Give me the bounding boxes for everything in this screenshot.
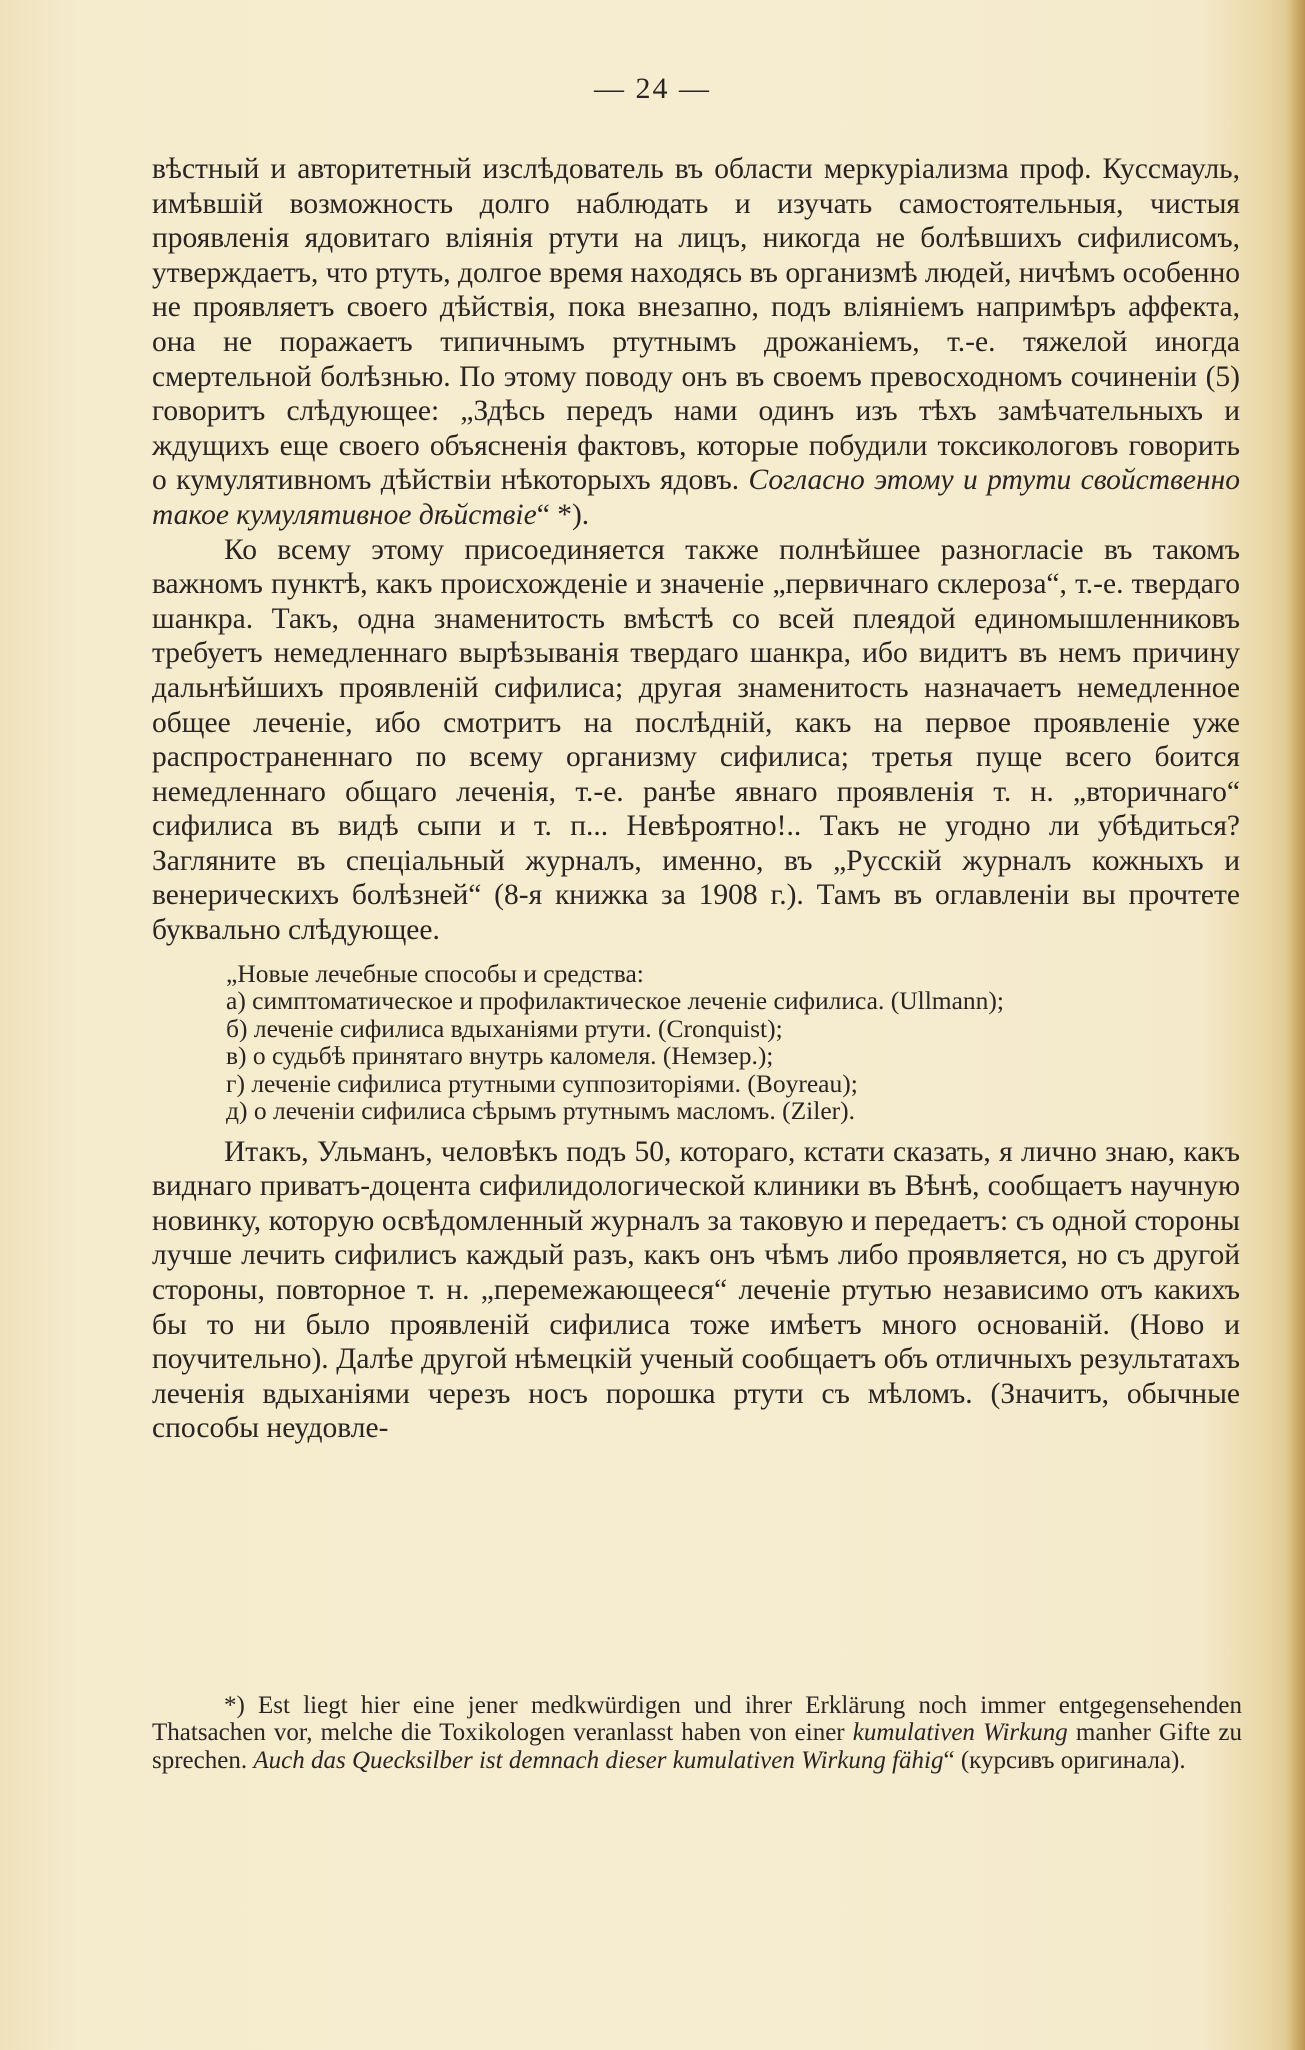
paragraph-3: Итакъ, Ульманъ, человѣкъ подъ 50, котораго, кстати сказать, я лично знаю, какъ виднаго приватъ-доцента сифилидологической клиники въ Вѣнѣ, сообщаетъ научную новинку, которую освѣдомленный журналъ за таковую и передаетъ: съ одной стороны лучше лечить сифилисъ каждый разъ, какъ онъ чѣмъ либо проявляется, но съ другой стороны, повторное т. н. „перемежающееся“ леченіе ртутью независимо отъ какихъ бы то ни было проявленій сифилиса тоже имѣетъ много основаній. (Ново и поучительно). Далѣе другой нѣмецкій ученый сообщаетъ объ отличныхъ результатахъ леченія вдыханіями черезъ носъ порошка ртути съ мѣломъ. (Значитъ, обычные способы неудовле- bbox=[152, 1135, 1240, 1445]
list-item: б) леченіе сифилиса вдыханіями ртути. (Cronquist); bbox=[226, 1013, 783, 1043]
footnote-italic-a: kumulativen Wirkung bbox=[852, 1719, 1068, 1747]
paragraph-1 bbox=[152, 152, 1240, 533]
page-number: — 24 — bbox=[594, 72, 711, 105]
list-item: а) симптоматическое и профилактическое леченіе сифилиса. (Ullmann); bbox=[226, 986, 1005, 1016]
list-item: д) о леченіи сифилиса сѣрымъ ртутнымъ масломъ. (Ziler). bbox=[226, 1096, 856, 1126]
journal-contents-list bbox=[226, 960, 1240, 1125]
page-edge bbox=[1287, 0, 1305, 2050]
list-item: в) о судьбѣ принятаго внутрь каломеля. (Немзер.); bbox=[226, 1041, 774, 1071]
footnote-text-a: *) Est liegt hier eine jener medkwürdigen und ihrer Erklärung noch immer entgegensehenden Thatsachen vor, melche die Toxikologen veranlasst haben von einer bbox=[152, 1692, 1242, 1747]
list-item: г) леченіе сифилиса ртутными суппозиторіями. (Boyreau); bbox=[226, 1068, 858, 1098]
paragraph-1-italic-quote: Согласно этому и ртути свойственно такое кумулятивное дѣйствіе bbox=[152, 464, 1240, 531]
list-heading: „Новые лечебные способы и средства: bbox=[226, 958, 644, 988]
footnote-text-b: manher Gifte zu sprechen. bbox=[152, 1719, 1243, 1774]
footnote-text-c: “ (курсивъ оригинала). bbox=[943, 1746, 1186, 1774]
footnote bbox=[152, 1692, 1242, 1774]
footnote-text bbox=[152, 1692, 1242, 1774]
main-text bbox=[152, 152, 1240, 1446]
paragraph-1-end: “ *). bbox=[536, 498, 590, 531]
paragraph-1-text: вѣстный и авторитетный изслѣдователь въ области меркуріализма проф. Куссмауль, имѣвшій возможность долго наблюдать и изучать самостоятельныя, чистыя проявленія ядовитаго вліянія ртути на лицъ, никогда не болѣвшихъ сифилисомъ, утверждаетъ, что ртуть, долгое время находясь въ организмѣ людей, ничѣмъ особенно не проявляетъ своего дѣйствія, пока внезапно, подъ вліяніемъ напримѣръ аффекта, она не поражаетъ типичнымъ ртутнымъ дрожаніемъ, т.-е. тяжелой иногда смертельной болѣзнью. По этому поводу онъ въ своемъ превосходномъ сочиненіи (5) говоритъ слѣдующее: „Здѣсь передъ нами одинъ изъ тѣхъ замѣчательныхъ и ждущихъ еще своего объясненія фактовъ, которые побудили токсикологовъ говорить о кумулятивномъ дѣйствіи нѣкоторыхъ ядовъ. bbox=[152, 153, 1240, 497]
footnote-italic-b: Auch das Quecksilber ist demnach dieser kumulativen Wirkung fähig bbox=[253, 1746, 944, 1774]
paragraph-2: Ко всему этому присоединяется также полнѣйшее разногласіе въ такомъ важномъ пунктѣ, какъ происхожденіе и значеніе „первичнаго склероза“, т.-е. твердаго шанкра. Такъ, одна знаменитость вмѣстѣ со всей плеядой единомышленниковъ требуетъ немедленнаго вырѣзыванія твердаго шанкра, ибо видитъ въ немъ причину дальнѣйшихъ проявленій сифилиса; другая знаменитость назначаетъ немедленное общее леченіе, ибо смотритъ на послѣдній, какъ на первое проявленіе уже распространеннаго по всему организму сифилиса; третья пуще всего боится немедленнаго общаго леченія, т.-е. ранѣе явнаго проявленія т. н. „вторичнаго“ сифилиса въ видѣ сыпи и т. п... Невѣроятно!.. Такъ не угодно ли убѣдиться? Загляните въ спеціальный журналъ, именно, въ „Русскій журналъ кожныхъ и венерическихъ болѣзней“ (8-я книжка за 1908 г.). Тамъ въ оглавленіи вы прочтете буквально слѣдующее. bbox=[152, 533, 1240, 947]
